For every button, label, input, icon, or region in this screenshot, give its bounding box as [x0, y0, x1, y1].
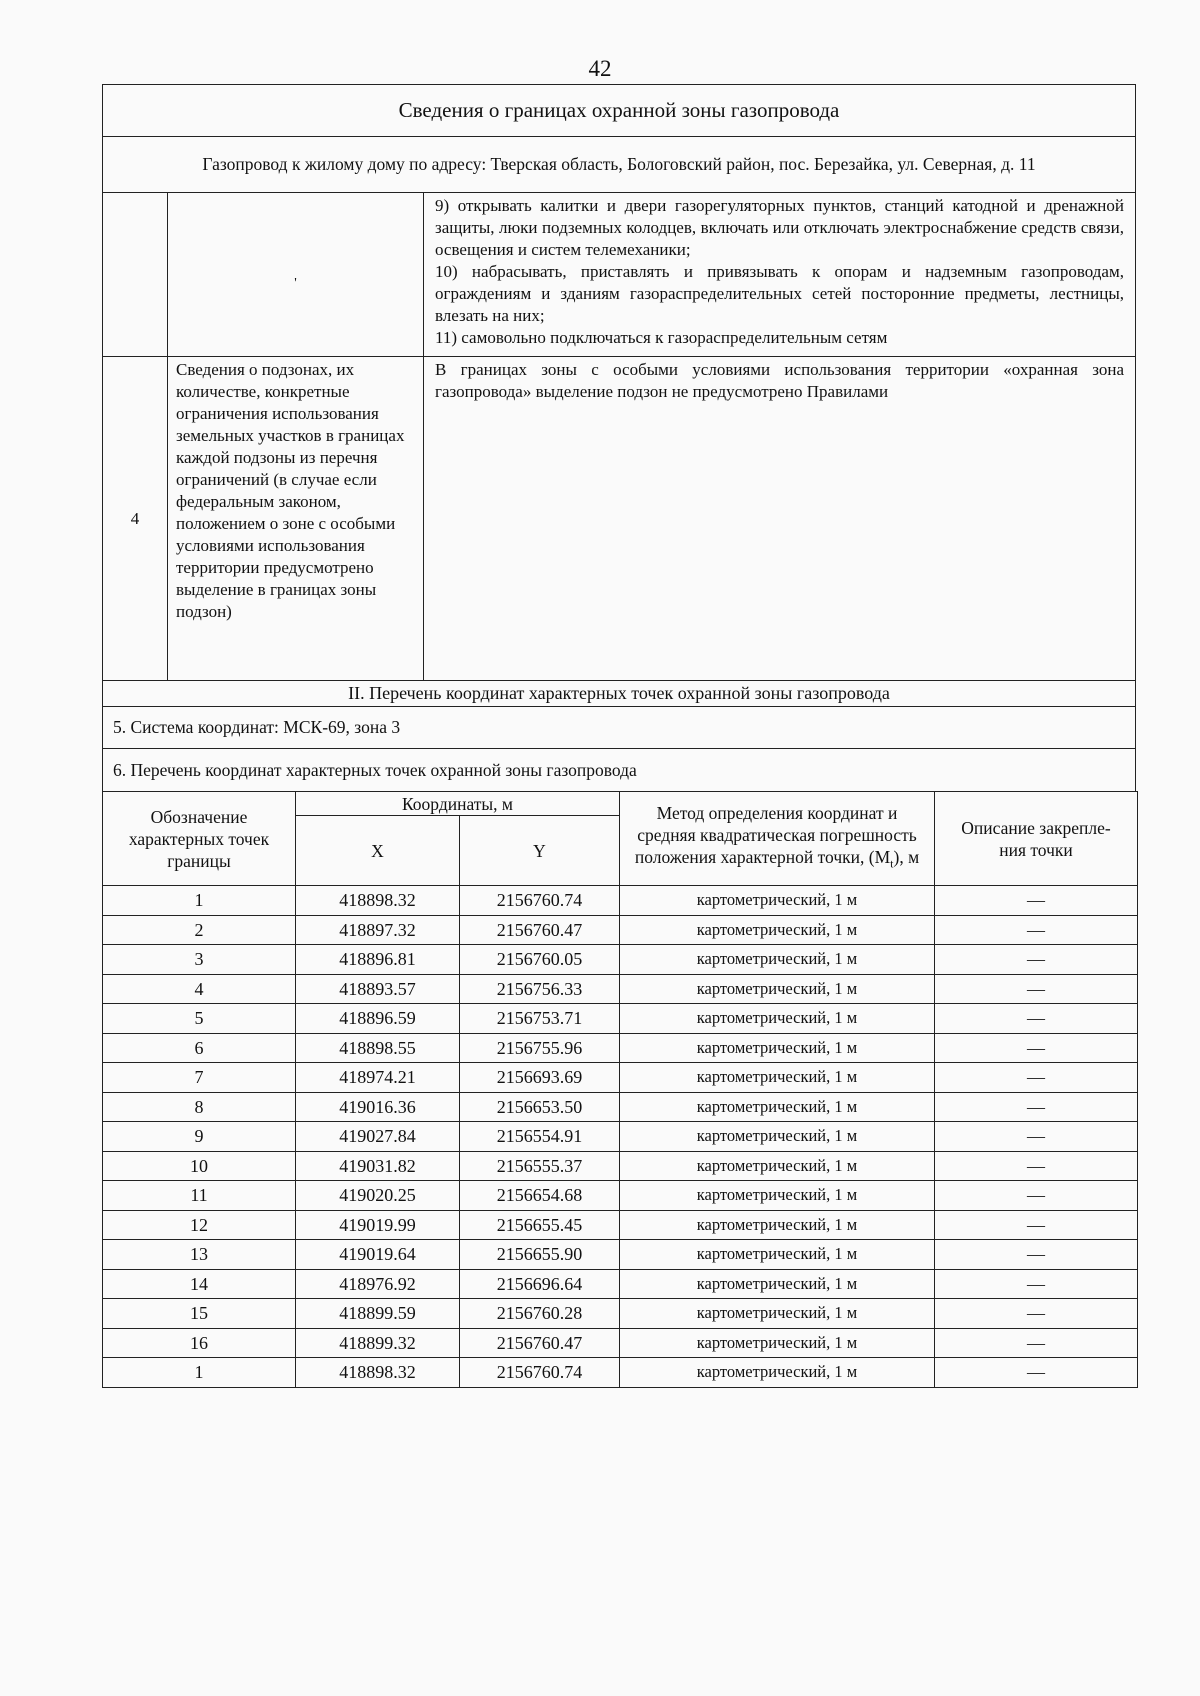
- description-cell: —: [935, 886, 1138, 916]
- description-cell: —: [935, 1063, 1138, 1093]
- table-row: [103, 1299, 1138, 1329]
- point-cell: 2: [103, 915, 296, 945]
- x-cell: 419031.82: [296, 1151, 460, 1181]
- header-method-sub: t: [890, 856, 894, 871]
- table-row: [103, 1122, 1138, 1152]
- point-cell: 13: [103, 1240, 296, 1270]
- table-row: [103, 1358, 1138, 1388]
- point-cell: 10: [103, 1151, 296, 1181]
- header-method: [620, 792, 935, 886]
- x-cell: 419019.99: [296, 1210, 460, 1240]
- x-cell: 418974.21: [296, 1063, 460, 1093]
- method-cell: картометрический, 1 м: [620, 1092, 935, 1122]
- y-cell: 2156756.33: [460, 974, 620, 1004]
- method-cell: картометрический, 1 м: [620, 1181, 935, 1211]
- x-cell: 419019.64: [296, 1240, 460, 1270]
- point-cell: 1: [103, 1358, 296, 1388]
- x-cell: 418898.55: [296, 1033, 460, 1063]
- point-cell: 3: [103, 945, 296, 975]
- table-row: [103, 974, 1138, 1004]
- y-cell: 2156760.47: [460, 915, 620, 945]
- y-cell: 2156753.71: [460, 1004, 620, 1034]
- y-cell: 2156760.28: [460, 1299, 620, 1329]
- description-cell: —: [935, 1240, 1138, 1270]
- y-cell: 2156653.50: [460, 1092, 620, 1122]
- x-cell: 419016.36: [296, 1092, 460, 1122]
- page-number: 42: [588, 56, 612, 81]
- point-cell: 1: [103, 886, 296, 916]
- header-y: Y: [460, 816, 620, 886]
- x-cell: 418896.81: [296, 945, 460, 975]
- method-cell: картометрический, 1 м: [620, 886, 935, 916]
- description-cell: —: [935, 1033, 1138, 1063]
- method-cell: картометрический, 1 м: [620, 1151, 935, 1181]
- method-cell: картометрический, 1 м: [620, 915, 935, 945]
- point-cell: 5: [103, 1004, 296, 1034]
- restriction-item-11: 11) самовольно подключаться к газораспределительным сетям: [435, 328, 888, 347]
- y-cell: 2156655.90: [460, 1240, 620, 1270]
- restrictions-continued-row: [103, 193, 1135, 357]
- object-address: Газопровод к жилому дому по адресу: Тверская область, Бологовский район, пос. Березайка, ул. Северная, д. 11: [103, 137, 1135, 193]
- y-cell: 2156755.96: [460, 1033, 620, 1063]
- y-cell: 2156655.45: [460, 1210, 620, 1240]
- table-row: [103, 1328, 1138, 1358]
- method-cell: картометрический, 1 м: [620, 974, 935, 1004]
- description-cell: —: [935, 1004, 1138, 1034]
- point-cell: 12: [103, 1210, 296, 1240]
- header-x: X: [296, 816, 460, 886]
- subzones-number: 4: [103, 357, 168, 680]
- table-row: [103, 1240, 1138, 1270]
- header-coordinates: Координаты, м: [296, 792, 620, 816]
- description-cell: —: [935, 915, 1138, 945]
- section-title: II. Перечень координат характерных точек охранной зоны газопровода: [103, 681, 1135, 707]
- method-cell: картометрический, 1 м: [620, 945, 935, 975]
- y-cell: 2156760.74: [460, 886, 620, 916]
- coordinates-table-body: [103, 886, 1138, 1388]
- table-row: [103, 1004, 1138, 1034]
- point-cell: 8: [103, 1092, 296, 1122]
- x-cell: 418896.59: [296, 1004, 460, 1034]
- point-cell: 6: [103, 1033, 296, 1063]
- x-cell: 418976.92: [296, 1269, 460, 1299]
- document-title: Сведения о границах охранной зоны газопровода: [103, 85, 1135, 137]
- subzones-row: [103, 357, 1135, 681]
- coordinates-table: [102, 791, 1138, 1388]
- y-cell: 2156555.37: [460, 1151, 620, 1181]
- table-row: [103, 1269, 1138, 1299]
- x-cell: 418899.32: [296, 1328, 460, 1358]
- method-cell: картометрический, 1 м: [620, 1299, 935, 1329]
- x-cell: 418898.32: [296, 886, 460, 916]
- method-cell: картометрический, 1 м: [620, 1033, 935, 1063]
- method-cell: картометрический, 1 м: [620, 1122, 935, 1152]
- restrictions-number-cell: [103, 193, 168, 356]
- method-cell: картометрический, 1 м: [620, 1063, 935, 1093]
- description-cell: —: [935, 1210, 1138, 1240]
- table-row: [103, 1092, 1138, 1122]
- point-cell: 9: [103, 1122, 296, 1152]
- y-cell: 2156760.05: [460, 945, 620, 975]
- description-cell: —: [935, 974, 1138, 1004]
- table-row: [103, 1063, 1138, 1093]
- restriction-item-10: 10) набрасывать, приставлять и привязывать к опорам и надземным газопроводам, ограждениям и зданиям газораспределительных сетей посторонние предметы, лестницы, влезать на них;: [435, 262, 1124, 325]
- header-method-text: Метод определения координат и средняя квадратическая погрешность положения характерной точки, (M: [634, 803, 917, 868]
- method-cell: картометрический, 1 м: [620, 1004, 935, 1034]
- y-cell: 2156696.64: [460, 1269, 620, 1299]
- description-cell: —: [935, 1299, 1138, 1329]
- x-cell: 419020.25: [296, 1181, 460, 1211]
- x-cell: 418897.32: [296, 915, 460, 945]
- subzones-label: Сведения о подзонах, их количестве, конкретные ограничения использования земельных участков в границах каждой подзоны из перечня ограничений (в случае если федеральным законом, положением о зоне с особыми условиями использования территории предусмотрено выделение в границах зоны подзон): [168, 357, 424, 680]
- point-cell: 16: [103, 1328, 296, 1358]
- method-cell: картометрический, 1 м: [620, 1328, 935, 1358]
- x-cell: 418899.59: [296, 1299, 460, 1329]
- y-cell: 2156760.74: [460, 1358, 620, 1388]
- header-point: Обозначение характерных точек границы: [103, 792, 296, 886]
- header-method-unit: ), м: [893, 847, 920, 868]
- description-cell: —: [935, 1092, 1138, 1122]
- y-cell: 2156760.47: [460, 1328, 620, 1358]
- description-cell: —: [935, 1328, 1138, 1358]
- table-row: [103, 1033, 1138, 1063]
- zone-info-frame: [102, 84, 1136, 792]
- coordinates-list-title: 6. Перечень координат характерных точек охранной зоны газопровода: [113, 759, 637, 780]
- table-row: [103, 945, 1138, 975]
- description-cell: —: [935, 1151, 1138, 1181]
- table-row: [103, 1181, 1138, 1211]
- method-cell: картометрический, 1 м: [620, 1358, 935, 1388]
- y-cell: 2156554.91: [460, 1122, 620, 1152]
- y-cell: 2156693.69: [460, 1063, 620, 1093]
- header-description: Описание закрепле-ния точки: [935, 792, 1138, 886]
- table-row: [103, 915, 1138, 945]
- description-cell: —: [935, 1122, 1138, 1152]
- point-cell: 15: [103, 1299, 296, 1329]
- restrictions-label-cell: [168, 193, 424, 356]
- description-cell: —: [935, 1358, 1138, 1388]
- description-cell: —: [935, 945, 1138, 975]
- point-cell: 11: [103, 1181, 296, 1211]
- point-cell: 4: [103, 974, 296, 1004]
- method-cell: картометрический, 1 м: [620, 1210, 935, 1240]
- method-cell: картометрический, 1 м: [620, 1240, 935, 1270]
- x-cell: 419027.84: [296, 1122, 460, 1152]
- restrictions-text-cell: [424, 193, 1135, 356]
- method-cell: картометрический, 1 м: [620, 1269, 935, 1299]
- x-cell: 418893.57: [296, 974, 460, 1004]
- restriction-item-9: 9) открывать калитки и двери газорегуляторных пунктов, станций катодной и дренажной защиты, люки подземных колодцев, включать или отключать электроснабжение средств связи, освещения и систем телемеханики;: [435, 196, 1124, 259]
- table-row: [103, 1151, 1138, 1181]
- stray-mark: ': [294, 275, 297, 291]
- point-cell: 14: [103, 1269, 296, 1299]
- table-row: [103, 886, 1138, 916]
- x-cell: 418898.32: [296, 1358, 460, 1388]
- point-cell: 7: [103, 1063, 296, 1093]
- table-row: [103, 1210, 1138, 1240]
- description-cell: —: [935, 1181, 1138, 1211]
- y-cell: 2156654.68: [460, 1181, 620, 1211]
- subzones-value: В границах зоны с особыми условиями использования территории «охранная зона газопровода» выделение подзон не предусмотрено Правилами: [435, 360, 1124, 401]
- coordinate-system: 5. Система координат: МСК-69, зона 3: [103, 707, 1135, 749]
- description-cell: —: [935, 1269, 1138, 1299]
